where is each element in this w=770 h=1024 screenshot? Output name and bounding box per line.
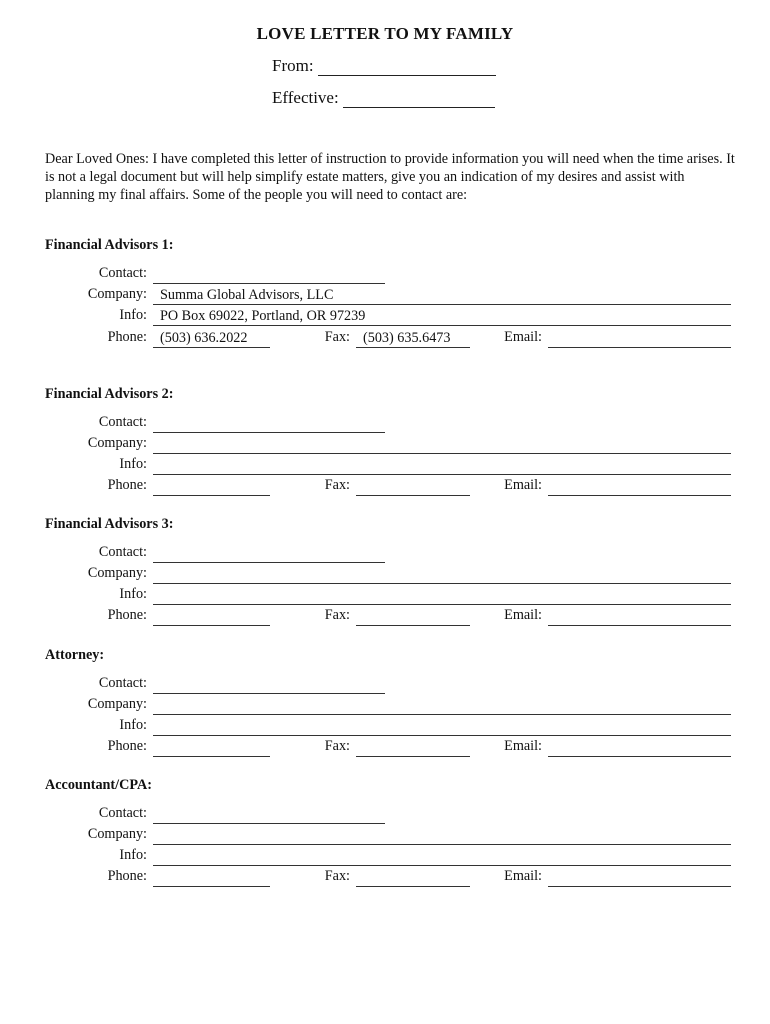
email-field[interactable] xyxy=(548,330,731,348)
fax-field[interactable] xyxy=(356,869,470,887)
section-title: Financial Advisors 2: xyxy=(45,386,174,402)
info-field[interactable]: PO Box 69022, Portland, OR 97239 xyxy=(153,308,731,326)
company-label: Company: xyxy=(87,286,147,302)
fax-label: Fax: xyxy=(324,477,350,493)
info-field[interactable] xyxy=(153,848,731,866)
fax-label: Fax: xyxy=(324,607,350,623)
phone-field[interactable]: (503) 636.2022 xyxy=(153,330,270,348)
company-label: Company: xyxy=(87,565,147,581)
email-label: Email: xyxy=(504,738,542,754)
email-label: Email: xyxy=(504,477,542,493)
phone-label: Phone: xyxy=(107,738,147,754)
company-label: Company: xyxy=(87,696,147,712)
contact-field[interactable] xyxy=(153,415,385,433)
contact-field[interactable] xyxy=(153,266,385,284)
contact-label: Contact: xyxy=(98,544,147,560)
company-label: Company: xyxy=(87,826,147,842)
fax-label: Fax: xyxy=(324,329,350,345)
phone-field[interactable] xyxy=(153,869,270,887)
email-field[interactable] xyxy=(548,478,731,496)
phone-label: Phone: xyxy=(107,477,147,493)
phone-field[interactable] xyxy=(153,739,270,757)
contact-label: Contact: xyxy=(98,805,147,821)
email-field[interactable] xyxy=(548,739,731,757)
fax-field[interactable] xyxy=(356,478,470,496)
fax-field[interactable]: (503) 635.6473 xyxy=(356,330,470,348)
phone-label: Phone: xyxy=(107,329,147,345)
section-title: Financial Advisors 3: xyxy=(45,516,174,532)
contact-field[interactable] xyxy=(153,545,385,563)
fax-field[interactable] xyxy=(356,608,470,626)
fax-label: Fax: xyxy=(324,868,350,884)
email-field[interactable] xyxy=(548,608,731,626)
from-field[interactable] xyxy=(318,59,496,76)
email-label: Email: xyxy=(504,607,542,623)
contact-field[interactable] xyxy=(153,676,385,694)
section-title: Attorney: xyxy=(45,647,105,663)
info-field[interactable] xyxy=(153,457,731,475)
phone-field[interactable] xyxy=(153,478,270,496)
page-title: LOVE LETTER TO MY FAMILY xyxy=(256,24,514,43)
company-field[interactable] xyxy=(153,827,731,845)
fax-field[interactable] xyxy=(356,739,470,757)
effective-row xyxy=(272,88,495,108)
company-field[interactable] xyxy=(153,566,731,584)
from-row xyxy=(272,56,496,76)
info-field[interactable] xyxy=(153,587,731,605)
info-label: Info: xyxy=(119,307,147,323)
contact-label: Contact: xyxy=(98,265,147,281)
phone-label: Phone: xyxy=(107,868,147,884)
effective-label: Effective: xyxy=(272,88,339,107)
info-label: Info: xyxy=(119,847,147,863)
info-label: Info: xyxy=(119,717,147,733)
contact-field[interactable] xyxy=(153,806,385,824)
section-title: Accountant/CPA: xyxy=(45,777,152,793)
from-label: From: xyxy=(272,56,314,75)
company-field[interactable]: Summa Global Advisors, LLC xyxy=(153,287,731,305)
info-label: Info: xyxy=(119,586,147,602)
intro-paragraph: Dear Loved Ones: I have completed this letter of instruction to provide information you will need when the time arises. It is not a legal document but will help simplify estate matters, give you an indication of my desires and assist with planning my final affairs. Some of the people you will need to contact are: xyxy=(45,151,735,203)
info-label: Info: xyxy=(119,456,147,472)
company-field[interactable] xyxy=(153,436,731,454)
phone-field[interactable] xyxy=(153,608,270,626)
fax-label: Fax: xyxy=(324,738,350,754)
section-title: Financial Advisors 1: xyxy=(45,237,174,253)
phone-label: Phone: xyxy=(107,607,147,623)
company-label: Company: xyxy=(87,435,147,451)
company-field[interactable] xyxy=(153,697,731,715)
email-label: Email: xyxy=(504,868,542,884)
contact-label: Contact: xyxy=(98,675,147,691)
email-label: Email: xyxy=(504,329,542,345)
email-field[interactable] xyxy=(548,869,731,887)
contact-label: Contact: xyxy=(98,414,147,430)
effective-field[interactable] xyxy=(343,91,495,108)
info-field[interactable] xyxy=(153,718,731,736)
